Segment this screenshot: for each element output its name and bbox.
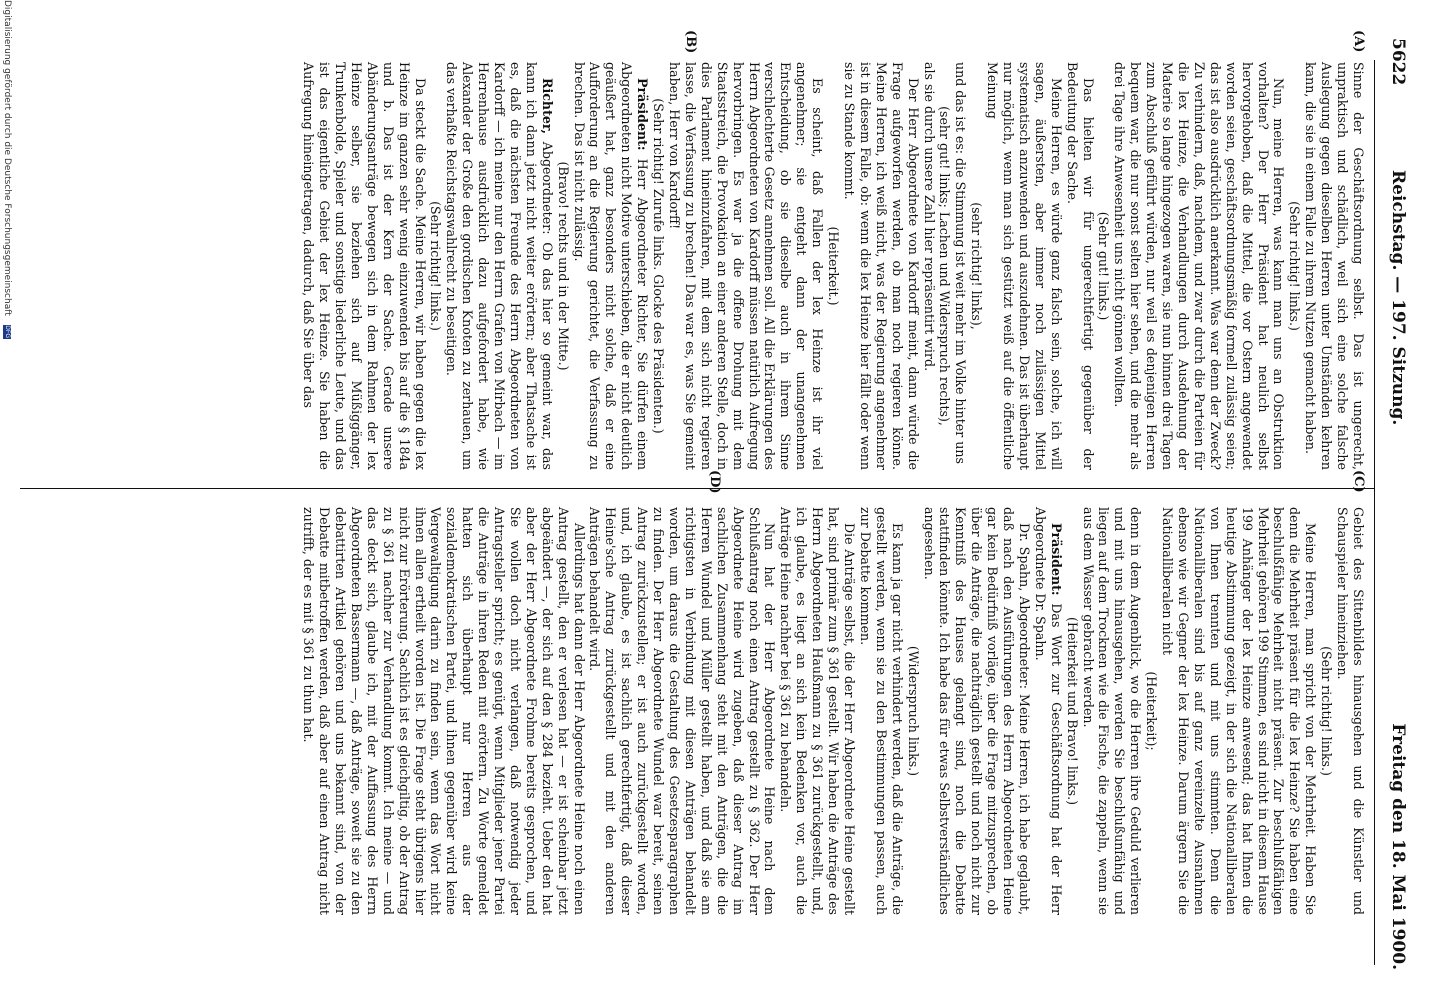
paragraph: Präsident: Herr Abgeordneter Richter, Sie dürfen einem Abgeordneten nicht Motive unterschieben, die er nicht deutlich geäußert hat, ganz besonders nicht solche, daß er eine Aufforderung an die Regierung gerichtet, die Verfassung zu brechen. Das ist nicht zulässig. — [571, 62, 651, 470]
stage-direction: (Bravo! rechts und in der Mitte.) — [555, 161, 571, 371]
paragraph: Da steckt die Sache. Meine Herren, wir haben gegen die lex Heinze im ganzen sehr wenig einzuwenden bis auf die § 184a und b. Das ist der Kern der Sache. Gerade unsere Abänderungsanträge bewegen sich in dem Rahmen der lex Heinze selber, sie beziehen sich auf Müßiggänger, Trunkenbolde, Spieler und sonstige liederliche Leute, und das ist das eigentliche Gebiet der lex Heinze. Sie haben die Aufregung hineingetragen, dadurch, daß Sie über das — [301, 62, 428, 470]
margin-marker-b: (B) — [683, 30, 698, 54]
margin-marker-a: (A) — [1351, 30, 1366, 53]
paragraph: Nun hat der Herr Abgeordnete Heine nach dem Schlußantrag noch einen Antrag gestellt zu § 362. Der Herr Abgeordnete Heine wird zugeben, daß dieser Antrag im sachlichen Zusammenhang steht mit den Anträgen, die die Herren Wundel und Müller gestellt haben, und daß sie am richtigsten in Verbindung mit diesen Anträgen behandelt worden, um daraus die Gestaltung des Gesetzesparagraphen zu finden. Der Herr Abgeordnete Wundel war bereit, seinen Antrag zurückzustellen; er ist auch zurückgestellt worden, und, ich glaube, es ist sachlich gerechtfertigt, daß dieser Heine'sche Antrag zurückgestellt und mit den anderen Anträgen behandelt wird. — [587, 507, 778, 915]
page-number: 5622 — [1388, 38, 1408, 86]
paragraph: Meine Herren, es würde ganz falsch sein, solche, ich will sagen, äußersten, aber immer noch zulässigen Mittel systematisch anzuwenden und auszudehnen. Das ist überhaupt nur möglich, wenn man sich gestützt weiß auf die öffentliche Meinung — [985, 62, 1064, 470]
paragraph: Der Herr Abgeordnete von Kardorff meint, dann würde die Frage aufgeworfen werden, ob man noch regieren könne. Meine Herren, ich weiß nicht, was der Regierung angenehmer ist in diesem Falle, ob: wenn die lex Heinze hier fällt oder wenn sie zu Stande kommt. — [842, 62, 921, 470]
stage-direction: (Sehr richtig! links.) — [1319, 646, 1335, 776]
paragraph: Gebiet des Sittenbildes hinausgehen und die Künstler und Schauspieler hineinziehen. — [1335, 507, 1366, 915]
paragraph: als sie durch unsere Zahl hier repräsentirt wird. — [921, 62, 937, 372]
paragraph: Dr. Spahn, Abgeordneter: Meine Herren, ich habe geglaubt, daß nach den Ausführungen des Herrn Abgeordneten Heine gar kein Bedürfniß vorläge, über die Frage mitzusprechen, ob über die Anträge, die nachträglich gestellt und noch nicht zur Kenntniß des Hauses gelangt sind, noch die Debatte stattfinden könnte. Ich habe das für etwas Selbstverständliches angesehen. — [921, 507, 1032, 915]
paragraph: denn in dem Augenblick, wo die Herren ihre Geduld verlieren und mit uns hinausgehen, werden Sie beschlußunfähig und liegen auf dem Trocknen wie die Fische, die zappeln, wenn sie aus dem Wasser gebracht werden. — [1080, 507, 1144, 915]
stage-direction: (Sehr gut! links.) — [1096, 211, 1112, 321]
stage-direction: (Heiterkeit); — [1144, 671, 1160, 751]
paragraph: Präsident: Das Wort zur Geschäftsordnung hat der Herr Abgeordnete Dr. Spahn. — [1032, 507, 1064, 915]
stage-direction: (Widerspruch links.) — [905, 645, 921, 777]
paragraph: Meine Herren, man spricht von der Mehrheit. Haben Sie denn die Mehrheit präsent für die lex Heinze? Sie haben eine beschlußfähige Mehrheit nicht präsent. Zur beschlußfähigen Mehrheit gehören 199 Stimmen, es sind nicht in diesem Hause 199 Anhänger der lex Heinze anwesend; das hat Ihnen die heutige Abstimmung gezeigt, in der sich die Nationalliberalen von Ihnen trennten und mit uns stimmten. Denn die Nationalliberalen sind bis auf ganz vereinzelte Ausnahmen ebenso wie wir Gegner der lex Heinze. Darum ärgern Sie die Nationalliberalen nicht — [1160, 507, 1319, 915]
paragraph: Nun, meine Herren, was kann man uns an Obstruktion vorhalten? Der Herr Präsident hat neulich selbst hervorgehoben, daß die Mittel, die vor Ostern angewendet worden seien, geschäftsordnungsmäßig formell zulässig seien; das ist also ausdrücklich anerkannt. Was war denn der Zweck? Zu verhindern, daß, nachdem, und zwar durch die Parteien für die lex Heinze, die Verhandlungen durch Ausdehnung der Materie so lange hingezogen waren, sie nun binnen drei Tagen zum Abschluß geführt würden, nur weil es denjenigen Herren bequem war, die nur sonst selten hier sehen, und die mehr als drei Tage ihre Anwesenheit uns nicht gönnen wollten. — [1112, 62, 1287, 470]
paragraph: Es scheint, daß Fallen der lex Heinze ist ihr viel angenehmer; sie entgeht dann der unangenehmen Entscheidung, ob sie dieselbe auch in ihrem Sinne verschlechterte Gesetz annehmen soll. All die Erklärungen des Herrn Abgeordneten von Kardorff müssen natürlich Aufregung hervorbringen. Es war ja die offene Drohung mit dem Staatsstreich, die Provokation an einer anderen Stelle, doch in dies Parlament hineinzufahren, mit dem sich nicht regieren lasse, die Verfassung zu brechen! Das war es, was Sie gemeint haben, Herr von Kardorff! — [667, 62, 826, 470]
stage-direction: (Sehr richtig! links.) — [428, 201, 444, 331]
stage-direction: (sehr gut! links; Lachen und Widerspruch rechts), — [937, 106, 953, 426]
dfg-logo: DFG — [4, 325, 12, 338]
left-text-column — [300, 62, 1366, 470]
header-rule — [1374, 60, 1375, 965]
paragraph: Allerdings hat dann der Herr Abgeordnete Heine noch einen Antrag gestellt, den er verlesen hat — er ist scheinbar jetzt abgeändert —, der sich auf den § 284 bezieht. Ueber den hat aber der Herr Abgeordnete Frohme bereits gesprochen, und Sie wollen doch nicht verlangen, daß notwendig jeder Antragsteller spricht; es genügt, wenn Mitglieder jener Partei die Anträge in ihren Reden mit erörtern. Zu Worte gemeldet hatten sich überhaupt nur Herren aus der sozialdemokratischen Partei, und ihnen gegenüber wird keine Vergewaltigung darin zu finden sein, wenn das Wort nicht ihnen allen ertheilt worden ist. Die Frage steht übrigens hier nicht zur Erörterung. Sachlich ist es gleichgiltig, ob der Antrag zu § 361 nachher zur Verhandlung kommt. Ich meine — und das deckt sich, glaube ich, mit der Auffassung des Herrn Abgeordneten Bassermann —, daß Anträge, soweit sie zu den debattirten Artikel gehören und uns bekannt sind, von der Debatte mitbetroffen werden, daß aber auf einen Antrag nicht zutrifft, der es mit § 361 zu thun hat. — [301, 507, 587, 915]
page-header — [1380, 30, 1408, 970]
paragraph: Richter, Abgeordneter: Ob das hier so gemeint war, das kann ich dann jetzt nicht weiter erörtern; aber Thatsache ist es, daß die nächsten Freunde des Herrn Abgeordneten von Kardorff — ich meine nur den Herrn Grafen von Mirbach — im Herrenhause ausdrücklich dazu aufgefordert habe, wie Alexander der Große den gordischen Knoten zu zerhauen, um das verhaßte Reichstagswahlrecht zu beseitigen. — [444, 62, 555, 470]
paragraph: Die Anträge selbst, die der Herr Abgeordnete Heine gestellt hat, sind primär zum § 361 gestellt. Wir haben die Anträge des Herrn Abgeordneten Haußmann zu § 361 zurückgestellt, und, ich glaube, es liegt an sich kein Bedenken vor, auch die Anträge Heine nachher bei § 361 zu behandeln. — [778, 507, 857, 915]
stage-direction: (Heiterkeit.) — [826, 226, 842, 306]
margin-marker-d: (D) — [707, 470, 722, 494]
session-date: Freitag den 18. Mai 1900. — [1388, 723, 1408, 970]
stage-direction: (sehr richtig! links), — [969, 202, 985, 330]
paragraph: Es kann ja gar nicht verhindert werden, daß die Anträge, die gestellt werden, wenn sie zu den Bestimmungen passen, auch zur Debatte kommen. — [857, 507, 905, 915]
stage-direction: (Sehr richtig! Zurufe links. Glocke des Präsidenten.) — [651, 98, 667, 434]
column-divider — [20, 488, 1375, 489]
session-title: Reichstag. — 197. Sitzung. — [1388, 170, 1408, 426]
footer-credit: Digitalisierung gefördert durch die Deutsche Forschungsgemeinschaft — [2, 0, 12, 316]
right-text-column — [300, 507, 1366, 915]
paragraph: Das hielten wir für ungerechtfertigt gegenüber der Bedeutung der Sache. — [1064, 62, 1096, 470]
stage-direction: (Heiterkeit und Bravo! links.) — [1064, 616, 1080, 806]
stage-direction: (Sehr richtig! links.) — [1287, 201, 1303, 331]
paragraph: und das ist es: die Stimmung ist weit mehr im Volke hinter uns — [953, 62, 969, 464]
footer — [0, 0, 12, 1000]
paragraph: Sinne der Geschäftsordnung selbst. Das ist ungerecht, unpraktisch und schädlich, weil sich eine solche falsche Auslegung gegen dieselben Herren unter Umständen kehren kann, die sie in einem Falle zu ihrem Nutzen gemacht haben. — [1303, 62, 1366, 470]
margin-marker-c: (C) — [1351, 470, 1366, 493]
